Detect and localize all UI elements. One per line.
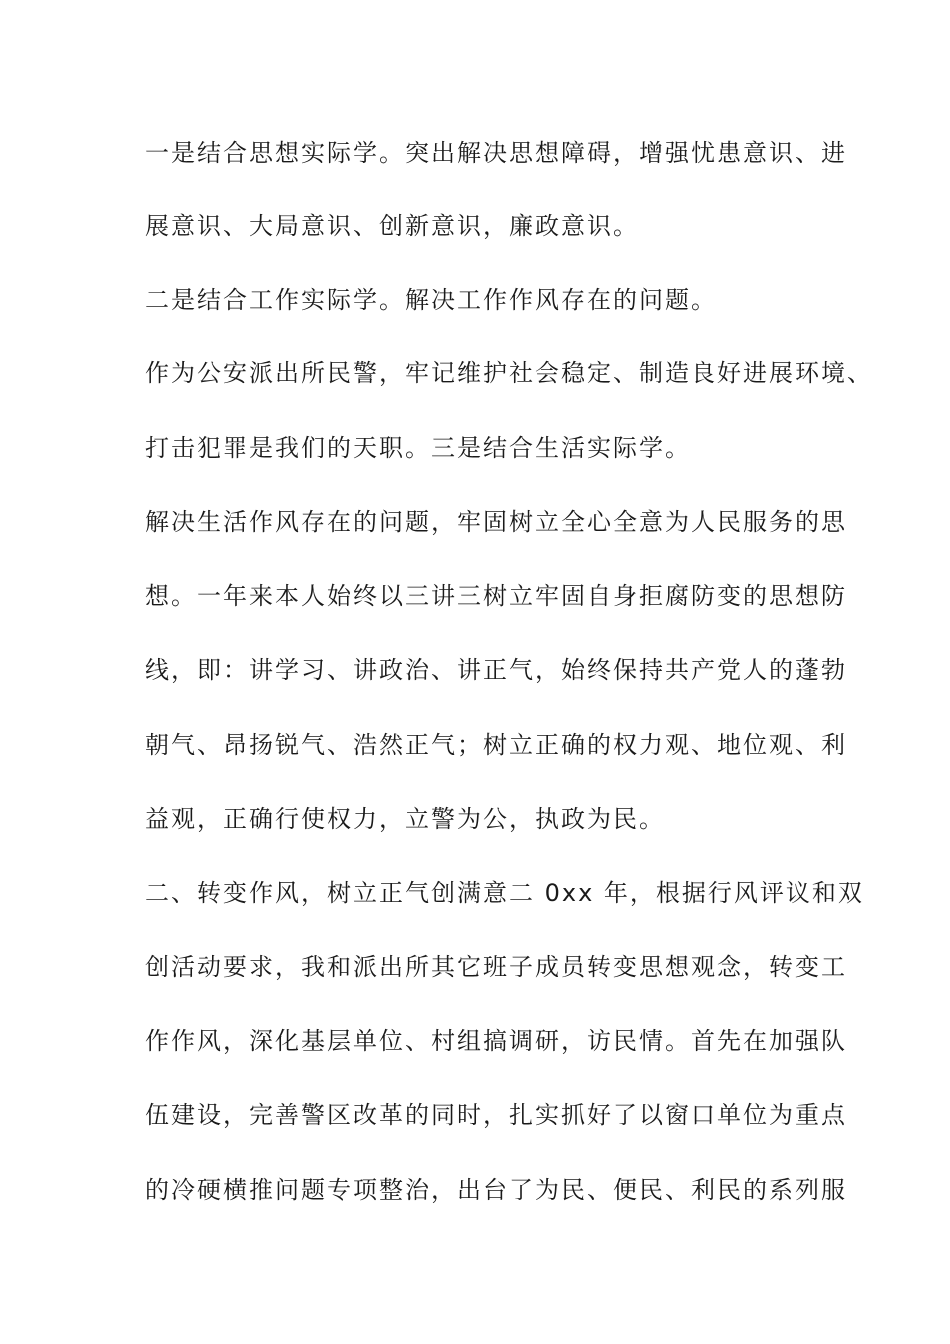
text-line: 益观，正确行使权力，立警为公，执政为民。 xyxy=(145,805,665,833)
text-line: 打击犯罪是我们的天职。三是结合生活实际学。 xyxy=(145,434,691,462)
text-line: 二、转变作风，树立正气创满意二 0xx 年，根据行风评议和双 xyxy=(145,879,864,907)
text-line: 朝气、昂扬锐气、浩然正气；树立正确的权力观、地位观、利 xyxy=(145,731,847,759)
text-line: 作为公安派出所民警，牢记维护社会稳定、制造良好进展环境、 xyxy=(145,359,873,387)
text-line: 解决生活作风存在的问题，牢固树立全心全意为人民服务的思 xyxy=(145,508,847,536)
text-line: 创活动要求，我和派出所其它班子成员转变思想观念，转变工 xyxy=(145,953,847,981)
text-line: 二是结合工作实际学。解决工作作风存在的问题。 xyxy=(145,286,717,314)
text-line: 展意识、大局意识、创新意识，廉政意识。 xyxy=(145,212,639,240)
text-line: 线，即：讲学习、讲政治、讲正气，始终保持共产党人的蓬勃 xyxy=(145,656,847,684)
text-line: 作作风，深化基层单位、村组搞调研，访民情。首先在加强队 xyxy=(145,1027,847,1055)
text-line: 想。一年来本人始终以三讲三树立牢固自身拒腐防变的思想防 xyxy=(145,582,847,610)
text-line: 伍建设，完善警区改革的同时，扎实抓好了以窗口单位为重点 xyxy=(145,1101,847,1129)
text-line: 一是结合思想实际学。突出解决思想障碍，增强忧患意识、进 xyxy=(145,139,847,167)
text-line: 的冷硬横推问题专项整治，出台了为民、便民、利民的系列服 xyxy=(145,1176,847,1204)
